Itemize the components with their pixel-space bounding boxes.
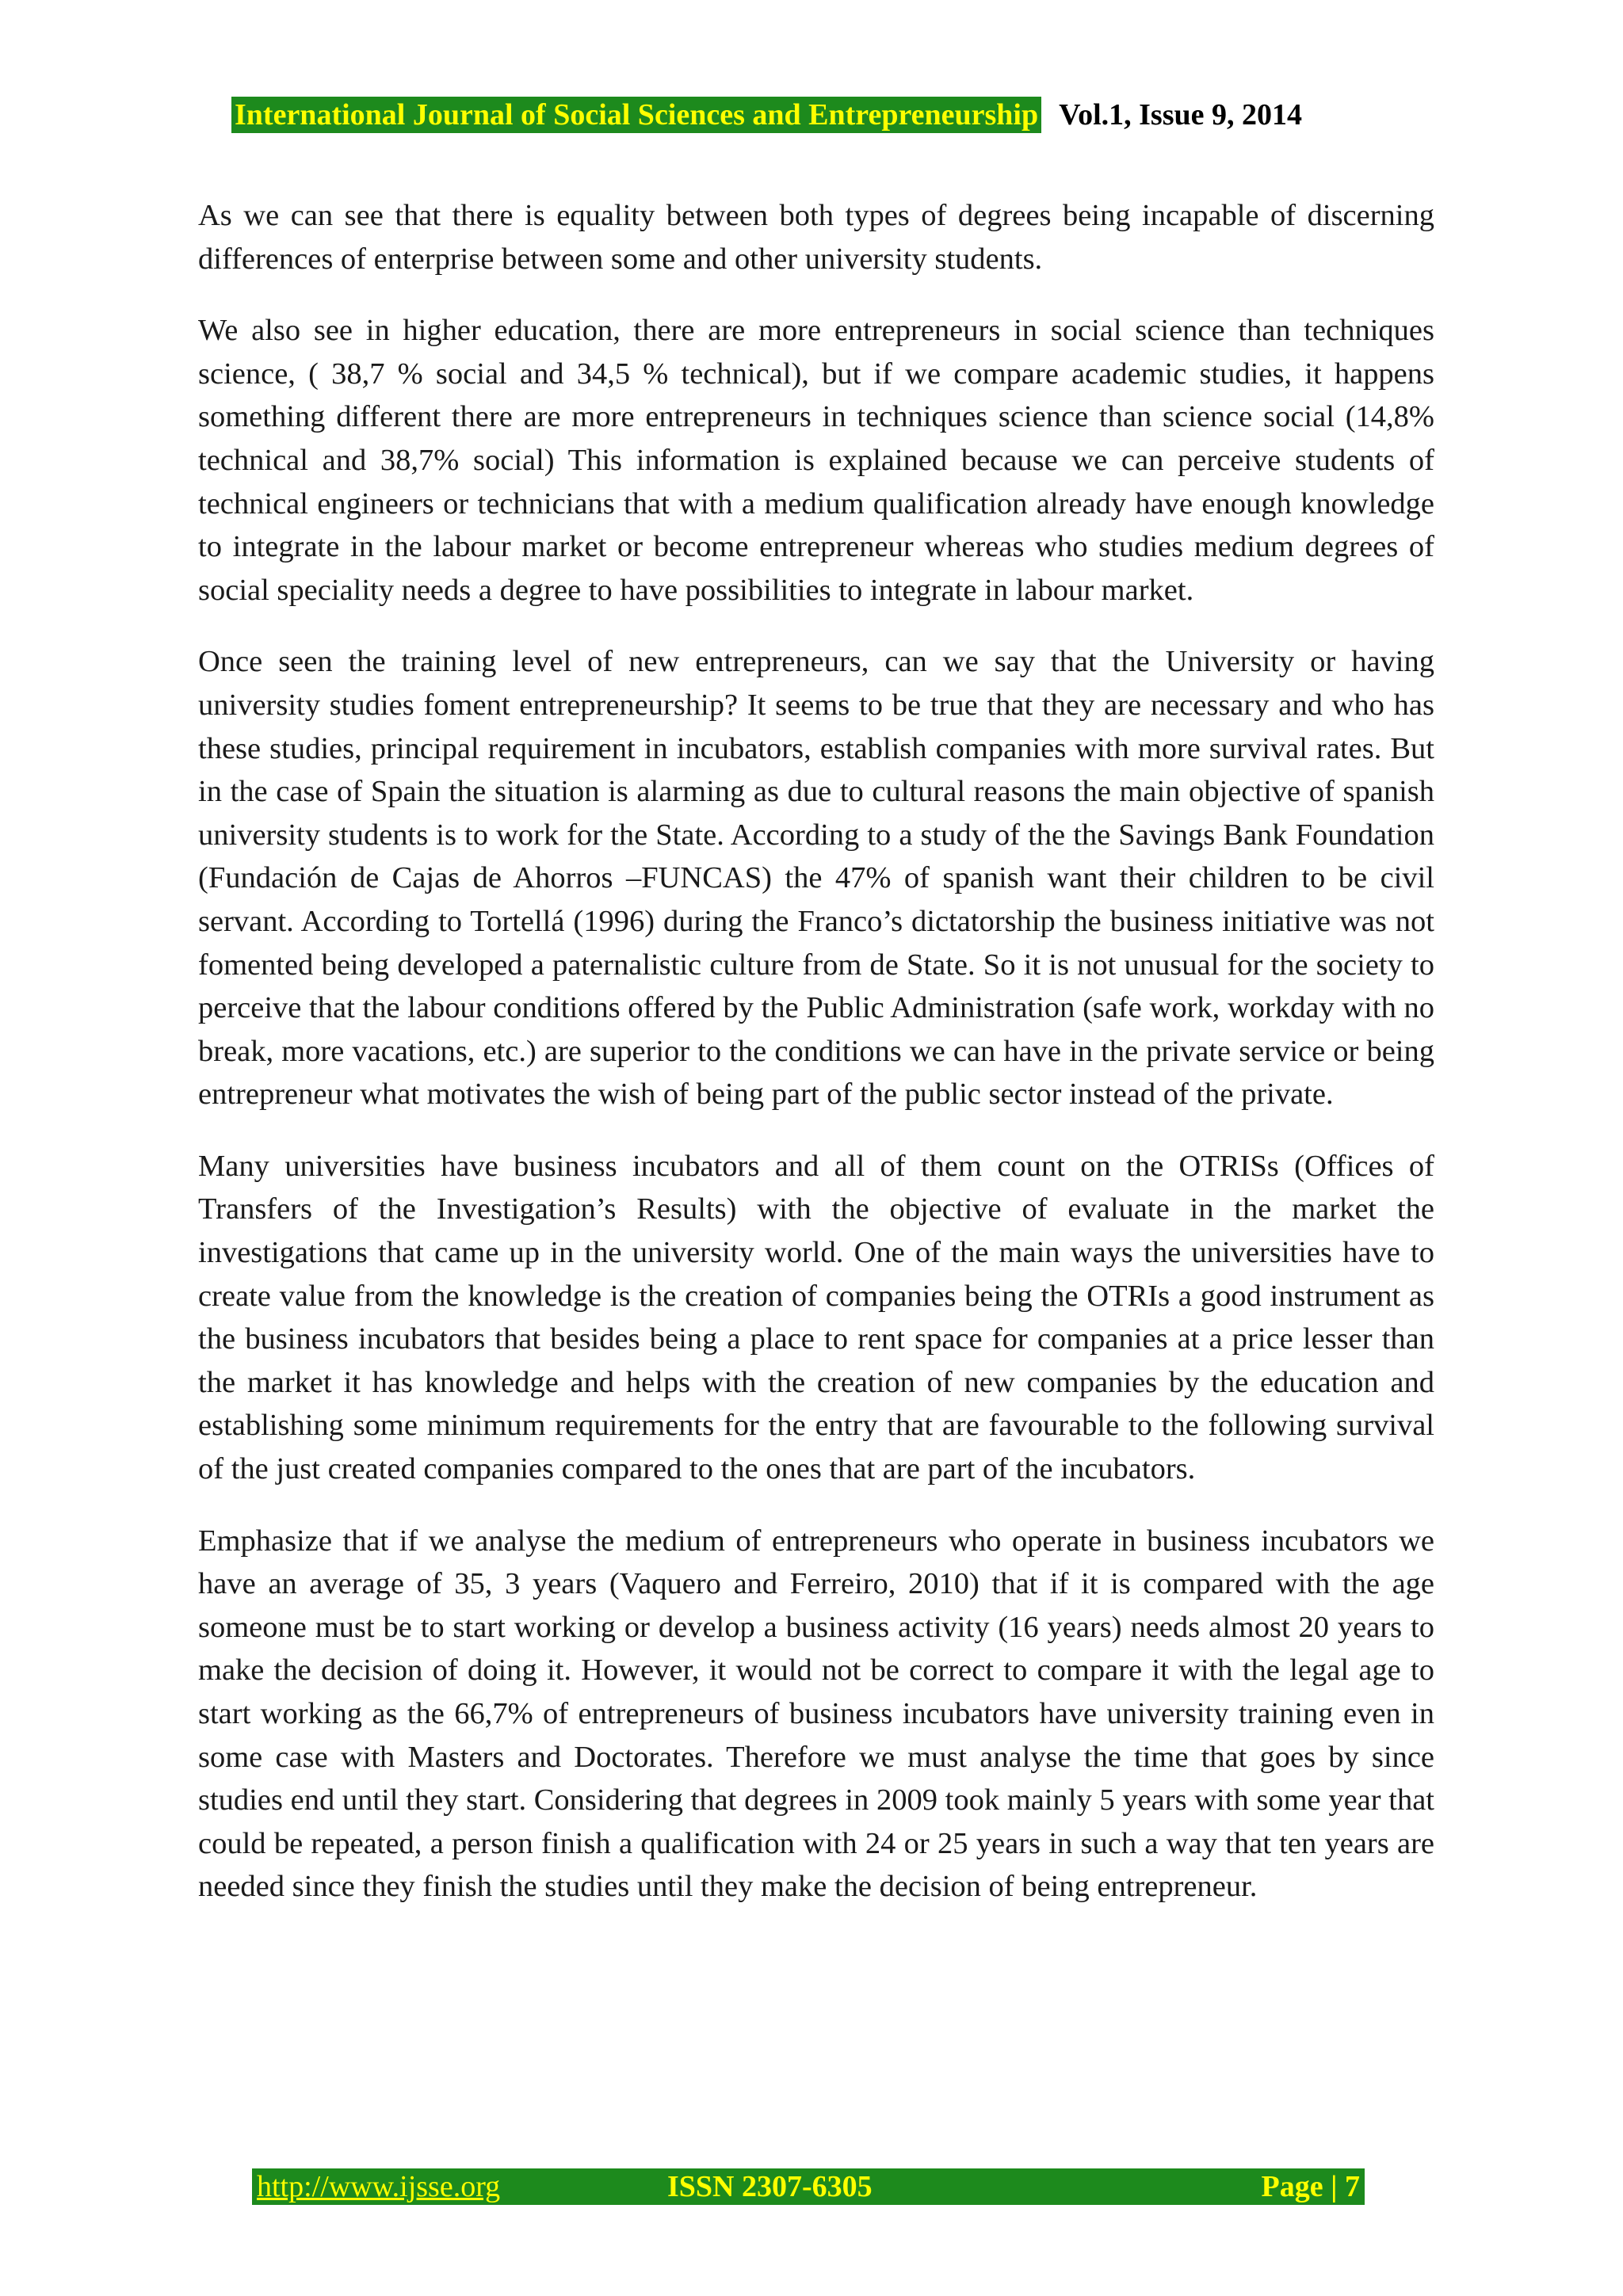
running-header xyxy=(231,97,1404,133)
paragraph: Once seen the training level of new entrepreneurs, can we say that the University or having university studies foment entrepreneurship? It seems to be true that they are necessary and who has these studies, principal requirement in incubators, establish companies with more survival rates. But in the case of Spain the situation is alarming as due to cultural reasons the main objective of spanish university students is to work for the State. According to a study of the the Savings Bank Foundation (Fundación de Cajas de Ahorros –FUNCAS) the 47% of spanish want their children to be civil servant. According to Tortellá (1996) during the Franco’s dictatorship the business initiative was not fomented being developed a paternalistic culture from de State. So it is not unusual for the society to perceive that the labour conditions offered by the Public Administration (safe work, workday with no break, more vacations, etc.) are superior to the conditions we can have in the private service or being entrepreneur what motivates the wish of being part of the public sector instead of the private. xyxy=(198,645,1434,1112)
issn-number: ISSN 2307-6305 xyxy=(667,2170,873,2203)
paragraph: We also see in higher education, there are more entrepreneurs in social science than techniques science, ( 38,7 % social and 34,5 % technical), but if we compare academic studies, it happens something different there are more entrepreneurs in techniques science than science social (14,8% technical and 38,7% social) This information is explained because we can perceive students of technical engineers or technicians that with a medium qualification already have enough knowledge to integrate in the labour market or become entrepreneur whereas who studies medium degrees of social speciality needs a degree to have possibilities to integrate in labour market. xyxy=(198,314,1434,607)
paragraph: As we can see that there is equality between both types of degrees being incapable of discerning differences of enterprise between some and other university students. xyxy=(198,199,1434,276)
journal-url-link[interactable]: http://www.ijsse.org xyxy=(257,2170,501,2203)
page-number: Page | 7 xyxy=(1261,2170,1360,2203)
paragraph: Emphasize that if we analyse the medium of entrepreneurs who operate in business incubators we have an average of 35, 3 years (Vaquero and Ferreiro, 2010) that if it is compared with the age someone must be to start working or develop a business activity (16 years) needs almost 20 years to make the decision of doing it. However, it would not be correct to compare it with the legal age to start working as the 66,7% of entrepreneurs of business incubators have university training even in some case with Masters and Doctorates. Therefore we must analyse the time that goes by since studies end until they start. Considering that degrees in 2009 took mainly 5 years with some year that could be repeated, a person finish a qualification with 24 or 25 years in such a way that ten years are needed since they finish the studies until they make the decision of being entrepreneur. xyxy=(198,1524,1434,1904)
article-body xyxy=(198,194,1434,1937)
journal-name: International Journal of Social Sciences and Entrepreneurship xyxy=(231,97,1041,133)
paragraph: Many universities have business incubators and all of them count on the OTRISs (Offices of Transfers of the Investigation’s Results) with the objective of evaluate in the market the investigations that came up in the university world. One of the main ways the universities have to create value from the knowledge is the creation of companies being the OTRIs a good instrument as the business incubators that besides being a place to rent space for companies at a price lesser than the market it has knowledge and helps with the creation of new companies by the education and establishing some minimum requirements for the entry that are favourable to the following survival of the just created companies compared to the ones that are part of the incubators. xyxy=(198,1149,1434,1486)
page-footer xyxy=(252,2168,1365,2205)
volume-issue: Vol.1, Issue 9, 2014 xyxy=(1059,98,1303,132)
